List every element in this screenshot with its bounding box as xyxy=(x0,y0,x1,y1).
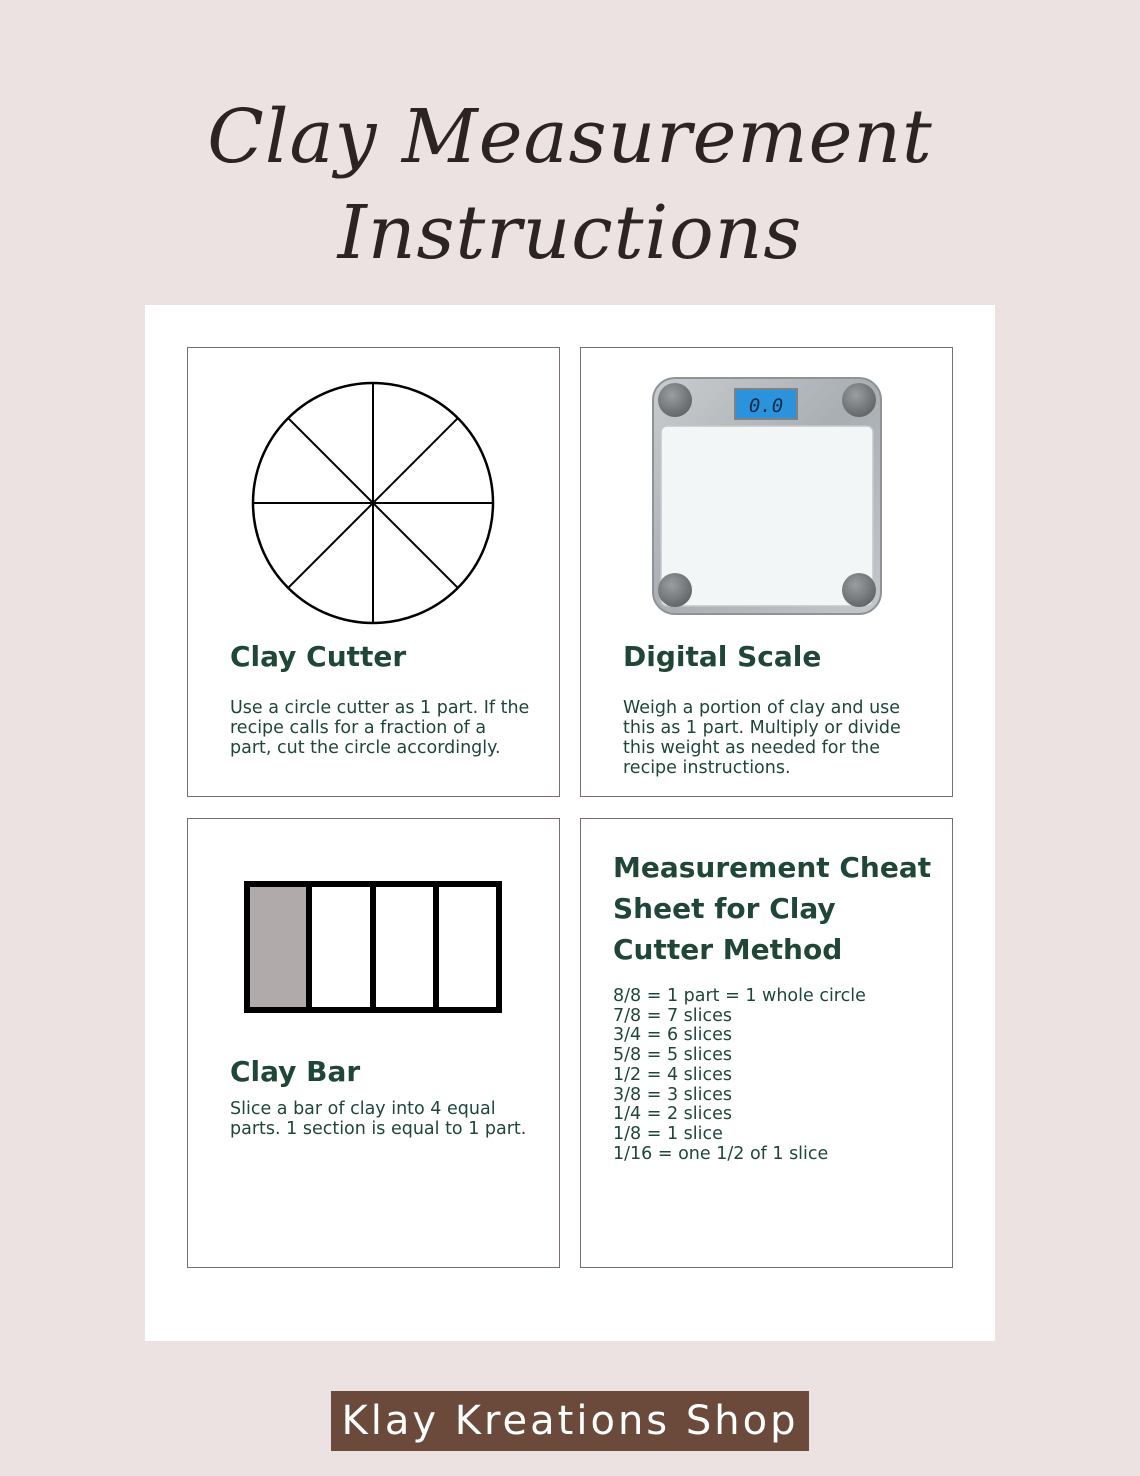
list-item: 1/16 = one 1/2 of 1 slice xyxy=(613,1143,829,1164)
list-item: 7/8 = 7 slices xyxy=(613,1005,732,1026)
scale-display-readout: 0.0 xyxy=(748,395,784,417)
shop-name-banner: Klay Kreations Shop xyxy=(331,1391,809,1451)
list-item: 1/4 = 2 slices xyxy=(613,1104,732,1125)
clay-bar-icon xyxy=(243,880,503,1014)
digital-scale-text: Weigh a portion of clay and use this as 1 part. Multiply or divide this weight as needed for the recipe instructions. xyxy=(623,698,901,778)
list-item: 3/8 = 3 slices xyxy=(613,1084,732,1105)
clay-bar-text: Slice a bar of clay into 4 equal parts. 1 section is equal to 1 part. xyxy=(230,1099,527,1139)
clay-cutter-title: Clay Cutter xyxy=(230,640,407,673)
pie-circle-icon xyxy=(250,380,496,626)
cheat-sheet-card xyxy=(580,818,953,1268)
clay-cutter-text: Use a circle cutter as 1 part. If the recipe calls for a fraction of a part, cut the circle accordingly. xyxy=(230,698,530,758)
clay-bar-card xyxy=(187,818,560,1268)
clay-bar-title: Clay Bar xyxy=(230,1055,361,1088)
digital-scale-card xyxy=(580,347,953,797)
digital-scale-title: Digital Scale xyxy=(623,640,822,673)
list-item: 3/4 = 6 slices xyxy=(613,1025,732,1046)
list-item: 1/2 = 4 slices xyxy=(613,1064,732,1085)
list-item: 8/8 = 1 part = 1 whole circle xyxy=(613,986,866,1006)
list-item: 1/8 = 1 slice xyxy=(613,1123,723,1144)
cheat-sheet-title: Measurement Cheat Sheet for Clay Cutter Method xyxy=(613,851,932,966)
page-title-line-2: Instructions xyxy=(337,190,803,276)
page-title-line-1: Clay Measurement xyxy=(207,94,933,180)
cheat-sheet-list xyxy=(613,987,866,1164)
clay-cutter-card xyxy=(187,347,560,797)
list-item: 5/8 = 5 slices xyxy=(613,1045,732,1066)
content-sheet xyxy=(145,305,995,1341)
